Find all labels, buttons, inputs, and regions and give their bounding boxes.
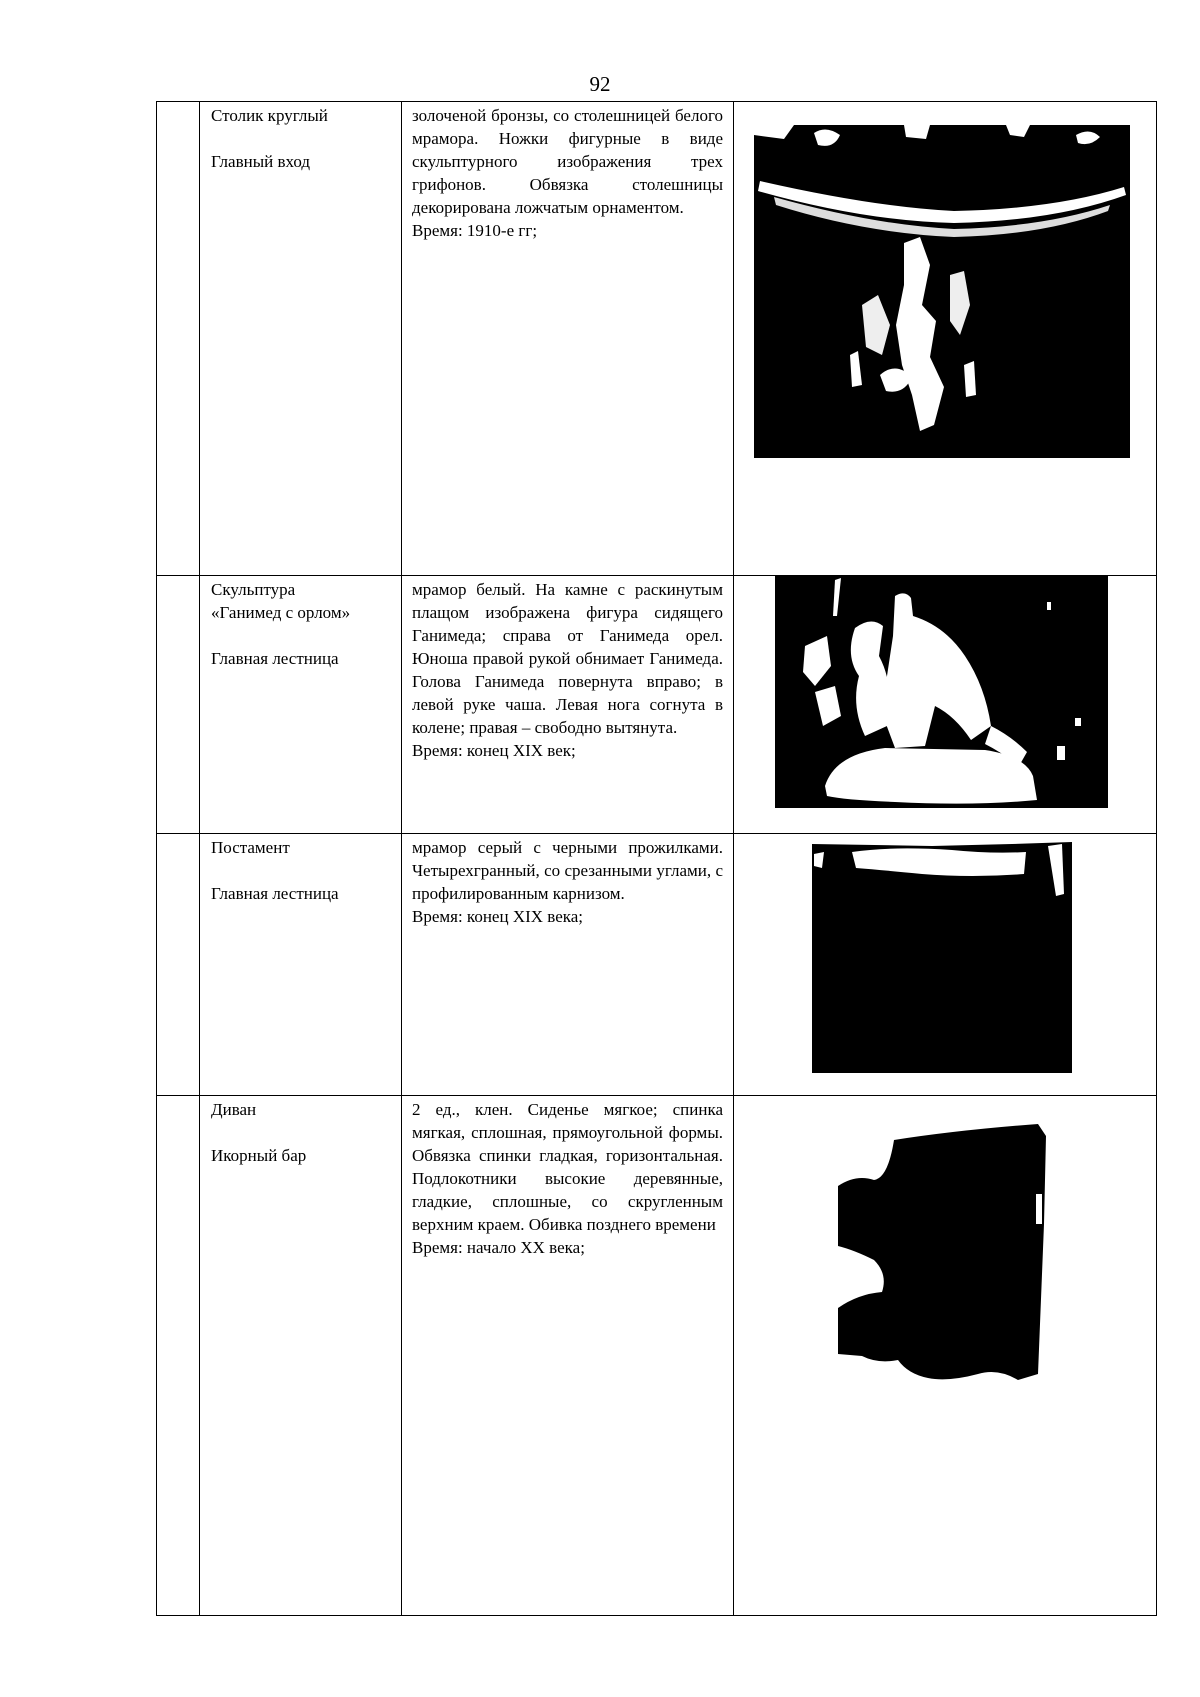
item-time: Время: 1910-е гг;	[412, 221, 538, 240]
item-name: Диван	[211, 1100, 257, 1119]
item-description: мрамор белый. На камне с раскинутым плащом изображена фигура сидящего Ганимеда; справа от Ганимеда орел. Юноша правой рукой обнимает Ганимеда. Голова Ганимеда повернута вправо; в левой руке чаша. Левая нога согнута в колене; правая – свободно вытянута.	[412, 580, 723, 737]
item-photo-cell	[734, 576, 1157, 834]
item-name: Скульптура «Ганимед с орлом»	[211, 580, 351, 622]
item-photo-cell	[734, 834, 1157, 1096]
item-description-cell	[402, 1096, 734, 1616]
item-description-cell	[402, 576, 734, 834]
table-row	[157, 834, 1157, 1096]
sculpture-photo	[775, 576, 1108, 808]
round-table-photo	[754, 125, 1130, 458]
item-time: Время: начало XX века;	[412, 1238, 585, 1257]
item-description: золоченой бронзы, со столешницей белого мрамора. Ножки фигурные в виде скульптурного изображения трех грифонов. Обвязка столешницы декорирована ложчатым орнаментом.	[412, 106, 723, 217]
item-photo-cell	[734, 102, 1157, 576]
item-time: Время: конец XIX век;	[412, 741, 576, 760]
inventory-table	[156, 101, 1157, 1616]
item-location: Главная лестница	[211, 649, 339, 668]
item-location: Главный вход	[211, 152, 311, 171]
item-time: Время: конец XIX века;	[412, 907, 584, 926]
item-name-cell	[200, 576, 402, 834]
row-number-cell	[157, 102, 200, 576]
item-name-cell	[200, 1096, 402, 1616]
page-number: 92	[589, 72, 611, 96]
row-number-cell	[157, 1096, 200, 1616]
sofa-photo	[838, 1124, 1048, 1384]
item-description: мрамор серый с черными прожилками. Четырехгранный, со срезанными углами, с профилированным карнизом.	[412, 838, 723, 903]
table-row	[157, 102, 1157, 576]
item-location: Главная лестница	[211, 884, 339, 903]
item-location: Икорный бар	[211, 1146, 307, 1165]
item-photo-cell	[734, 1096, 1157, 1616]
item-name-cell	[200, 834, 402, 1096]
item-description: 2 ед., клен. Сиденье мягкое; спинка мягкая, сплошная, прямоугольной формы. Обвязка спинки гладкая, горизонтальная. Подлокотники высокие деревянные, гладкие, сплошные, со скругленным верхним краем. Обивка позднего времени	[412, 1100, 723, 1234]
pedestal-photo	[812, 834, 1072, 1073]
table-row	[157, 576, 1157, 834]
item-name: Столик круглый	[211, 106, 328, 125]
item-description-cell	[402, 102, 734, 576]
item-name: Постамент	[211, 838, 290, 857]
row-number-cell	[157, 834, 200, 1096]
row-number-cell	[157, 576, 200, 834]
table-row	[157, 1096, 1157, 1616]
item-name-cell	[200, 102, 402, 576]
item-description-cell	[402, 834, 734, 1096]
